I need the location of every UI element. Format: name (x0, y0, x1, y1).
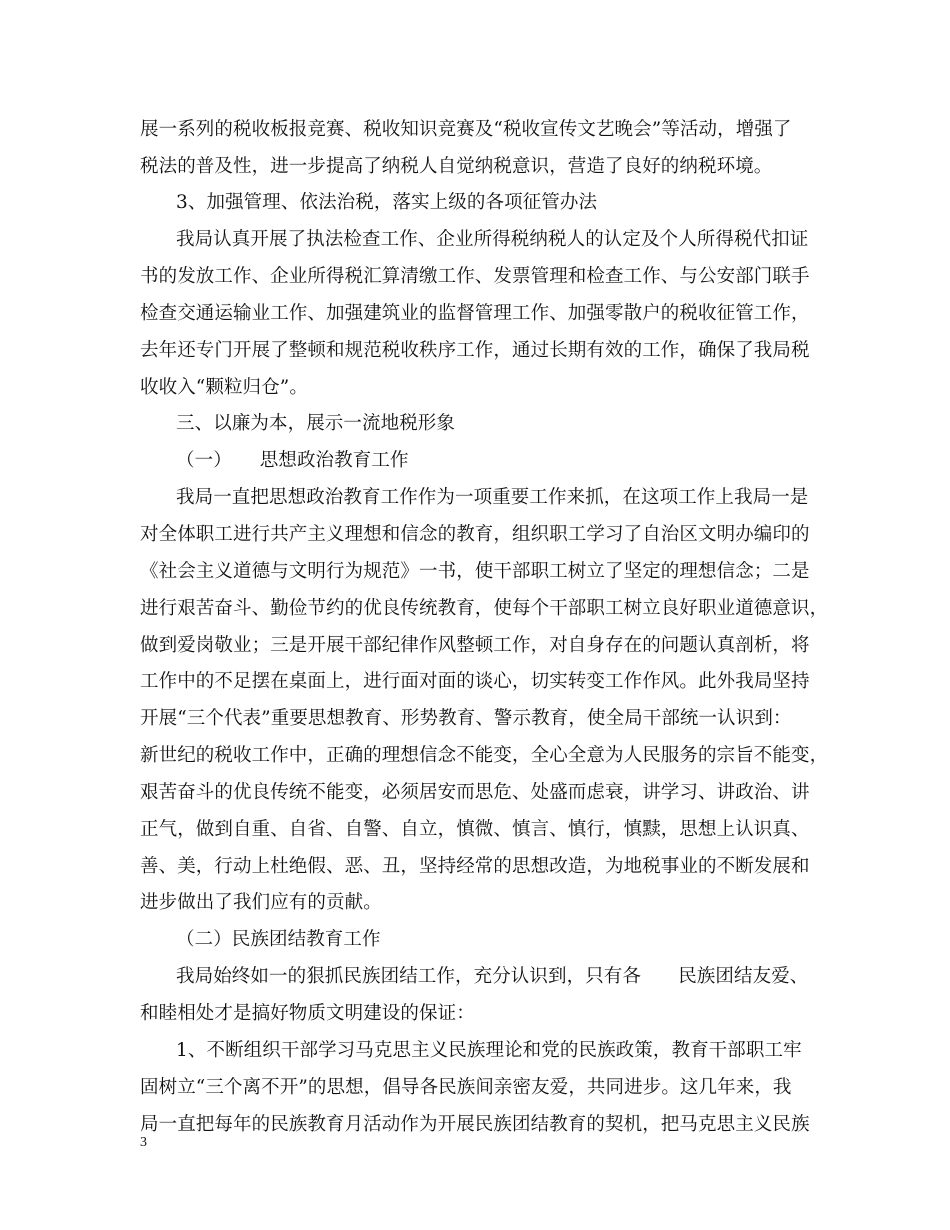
body-text-line: 去年还专门开展了整顿和规范税收秩序工作，通过长期有效的工作，确保了我局税 (140, 340, 810, 361)
page-number: 3 (140, 1135, 147, 1150)
subsection-heading: （一） 思想政治教育工作 (176, 450, 409, 471)
body-text-line: 工作中的不足摆在桌面上，进行面对面的谈心，切实转变工作作风。此外我局坚持 (140, 671, 810, 692)
body-text-line: 做到爱岗敬业；三是开展干部纪律作风整顿工作，对自身存在的问题认真剖析，将 (140, 635, 810, 656)
body-text-line: 开展“三个代表”重要思想教育、形势教育、警示教育，使全局干部统一认识到： (140, 708, 792, 729)
body-text-line: 进行艰苦奋斗、勤俭节约的优良传统教育，使每个干部职工树立良好职业道德意识， (140, 598, 829, 619)
body-text-line: 1、不断组织干部学习马克思主义民族理论和党的民族政策，教育干部职工牢 (176, 1040, 802, 1061)
body-text-line: 税法的普及性，进一步提高了纳税人自觉纳税意识，营造了良好的纳税环境。 (140, 156, 773, 177)
subsection-heading: （二）民族团结教育工作 (176, 929, 381, 950)
body-text-line: 收收入“颗粒归仓”。 (140, 377, 308, 398)
body-text-line: 和睦相处才是搞好物质文明建设的保证： (140, 1003, 475, 1024)
body-text-line: 新世纪的税收工作中，正确的理想信念不能变，全心全意为人民服务的宗旨不能变， (140, 745, 829, 766)
body-text-line: 对全体职工进行共产主义理想和信念的教育，组织职工学习了自治区文明办编印的 (140, 524, 810, 545)
body-text-line: 我局始终如一的狠抓民族团结工作，充分认识到，只有各 民族团结友爱、 (176, 966, 809, 987)
body-text-line: 展一系列的税收板报竞赛、税收知识竞赛及“税收宣传文艺晚会”等活动，增强了 (140, 119, 792, 140)
body-text-line: 正气，做到自重、自省、自警、自立，慎微、慎言、慎行，慎黩，思想上认识真、 (140, 819, 810, 840)
body-text-line: 书的发放工作、企业所得税汇算清缴工作、发票管理和检查工作、与公安部门联手 (140, 266, 810, 287)
body-text-line: 检查交通运输业工作、加强建筑业的监督管理工作、加强零散户的税收征管工作， (140, 303, 810, 324)
body-text-line: 固树立“三个离不开”的思想，倡导各民族间亲密友爱，共同进步。这几年来，我 (140, 1077, 792, 1098)
body-text-line: 我局一直把思想政治教育工作作为一项重要工作来抓，在这项工作上我局一是 (176, 487, 809, 508)
body-text-line: 进步做出了我们应有的贡献。 (140, 892, 382, 913)
section-heading: 三、以廉为本，展示一流地税形象 (176, 413, 456, 434)
body-text-line: 局一直把每年的民族教育月活动作为开展民族团结教育的契机，把马克思主义民族 (140, 1114, 810, 1135)
body-text-line: 我局认真开展了执法检查工作、企业所得税纳税人的认定及个人所得税代扣证 (176, 229, 809, 250)
body-text-line: 《社会主义道德与文明行为规范》一书，使干部职工树立了坚定的理想信念；二是 (140, 561, 810, 582)
body-text-line: 善、美，行动上杜绝假、恶、丑，坚持经常的思想改造，为地税事业的不断发展和 (140, 856, 810, 877)
body-text-line: 艰苦奋斗的优良传统不能变，必须居安而思危、处盛而虑衰，讲学习、讲政治、讲 (140, 782, 810, 803)
section-heading: 3、加强管理、依法治税，落实上级的各项征管办法 (176, 192, 598, 213)
